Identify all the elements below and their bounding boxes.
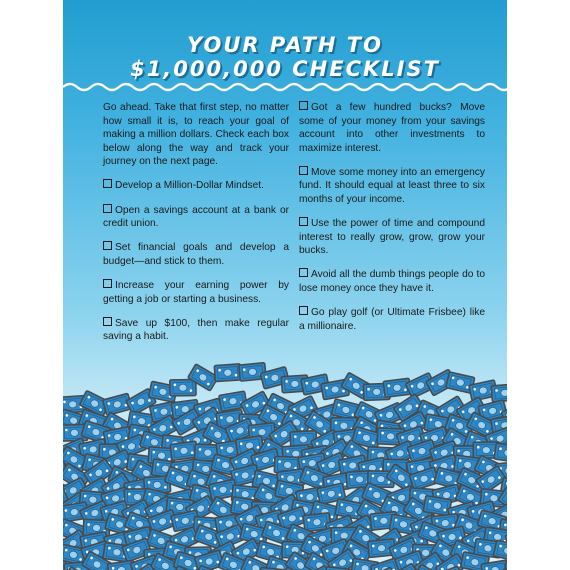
page-title-line2: $1,000,000 CHECKLIST bbox=[130, 57, 440, 81]
checklist-item-label: Increase your earning power by getting a job or starting a business. bbox=[103, 279, 289, 305]
checkbox-icon[interactable] bbox=[299, 101, 308, 110]
checkbox-icon[interactable] bbox=[299, 306, 308, 315]
checklist-item bbox=[299, 217, 485, 258]
checklist-item bbox=[103, 317, 289, 344]
checklist-page bbox=[63, 0, 507, 570]
wave-divider bbox=[63, 78, 507, 94]
checklist-item bbox=[103, 204, 289, 231]
checkbox-icon[interactable] bbox=[299, 166, 308, 175]
checklist-item-label: Set financial goals and develop a budget—and stick to them. bbox=[103, 242, 289, 267]
checklist-item bbox=[299, 306, 485, 333]
checklist-item bbox=[103, 279, 289, 306]
checklist-item bbox=[299, 166, 485, 207]
intro-text: Go ahead. Take that first step, no matter how small it is, to reach your goal of making a million dollars. Check each box below along the way and track your journey on the next page. bbox=[103, 102, 289, 168]
checklist-item-label: Move some money into an emergency fund. It should equal at least three to six months of your income. bbox=[299, 166, 485, 206]
checklist-item-label: Open a savings account at a bank or credit union. bbox=[103, 204, 289, 230]
checklist-item bbox=[299, 268, 485, 295]
page-title-line1: YOUR PATH TO bbox=[187, 33, 383, 57]
checkbox-icon[interactable] bbox=[103, 179, 112, 188]
dollar-bill-icon bbox=[491, 384, 507, 402]
checkbox-icon[interactable] bbox=[299, 217, 308, 226]
checkbox-icon[interactable] bbox=[299, 268, 308, 277]
checklist-item-label: Use the power of time and compound interest to really grow, grow, grow your bucks. bbox=[299, 218, 485, 257]
dollar-bill-icon bbox=[170, 379, 196, 395]
checkbox-icon[interactable] bbox=[103, 317, 112, 326]
checklist-item bbox=[299, 101, 485, 155]
dollar-bill-icon bbox=[423, 496, 451, 516]
checklist-item-label: Save up $100, then make regular saving a habit. bbox=[103, 317, 289, 343]
checkbox-icon[interactable] bbox=[103, 204, 112, 213]
checklist-item bbox=[103, 241, 289, 268]
checklist-item-label: Develop a Million-Dollar Mindset. bbox=[115, 180, 264, 192]
checklist-item-label: Go play golf (or Ultimate Frisbee) like a millionaire. bbox=[299, 307, 485, 332]
right-column bbox=[299, 101, 485, 344]
money-pile-illustration bbox=[63, 360, 507, 570]
dollar-bill-icon bbox=[214, 364, 241, 382]
checkbox-icon[interactable] bbox=[103, 279, 112, 288]
left-column bbox=[103, 101, 289, 354]
dollar-bill-icon bbox=[494, 443, 507, 463]
checkbox-icon[interactable] bbox=[103, 241, 112, 250]
checklist-item-label: Got a few hundred bucks? Move some of your money from your savings account into other investments to maximize interest. bbox=[299, 102, 485, 154]
checklist-item-label: Avoid all the dumb things people do to lose money once they have it. bbox=[299, 269, 485, 295]
checklist-item bbox=[103, 179, 289, 193]
dollar-bill-icon bbox=[170, 441, 198, 460]
